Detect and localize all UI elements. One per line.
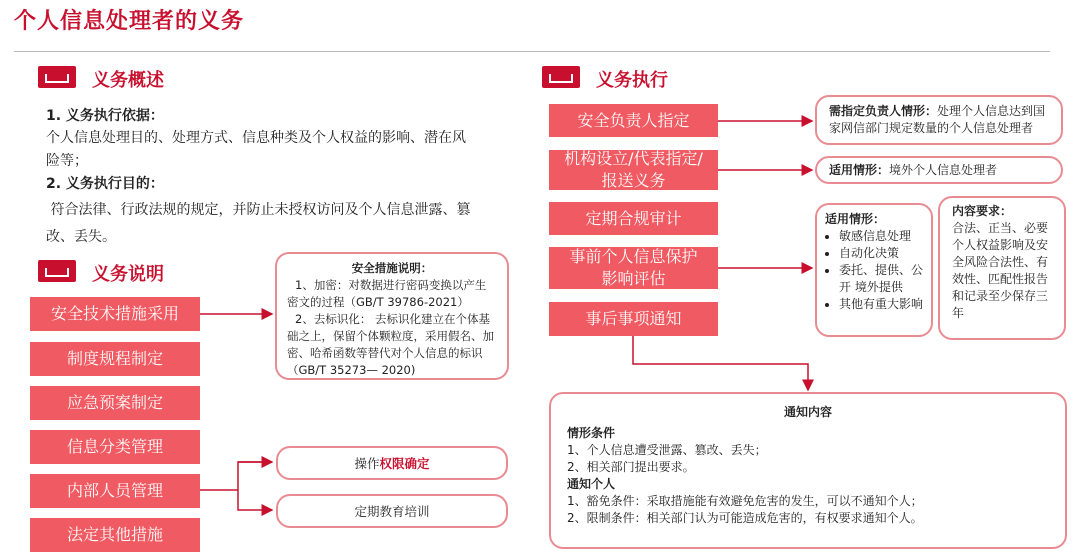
security-box-line1: 1、加密：对数据进行密码变换以产生密文的过程（GB/T 39786-2021） [287,278,487,309]
box1-label: 需指定负责人情形： [829,104,938,118]
purpose-text-1: 符合法律、行政法规的规定，并防止未授权访问及个人信息泄露、篡 [46,202,471,218]
notice-notify-1: 1、豁免条件：采取措施能有效避免危害的发生，可以不通知个人； [567,494,923,508]
measure-internal-staff: 内部人员管理 [30,474,200,508]
overseas-box [815,156,1063,184]
security-box-title: 安全措施说明： [351,261,433,275]
measure-other-legal: 法定其他措施 [30,518,200,552]
exec-security-officer: 安全负责人指定 [549,104,718,137]
basis-text-2: 险等； [46,153,88,169]
applicable-scenarios-box [815,203,933,337]
box2-text: 境外个人信息处理者 [889,163,998,177]
basis-label: 1. 义务执行依据： [46,108,164,124]
exec-impact-assessment: 事前个人信息保护影响评估 [549,247,718,289]
box1-text: 处理个人信息达到国家网信部门规定数量的个人信息处理者 [829,104,1046,135]
measure-rules: 制度规程制定 [30,342,200,376]
bracket-internal [200,462,272,510]
responsible-person-box [815,95,1063,145]
box2-label: 适用情形： [829,163,890,177]
exec-institution-setup: 机构设立/代表指定/报送义务 [549,150,718,190]
exec-post-notification: 事后事项通知 [549,302,718,336]
box3-item: • 自动化决策 [839,245,923,262]
page-title: 个人信息处理者的义务 [14,9,245,34]
security-box-line2: 2、去标识化： 去标识化建立在个体基础之上，保留个体颗粒度，采用假名、加密、哈希函数等替代对个人信息的标识（GB/T 35273— 2020) [287,312,494,377]
overview-heading: 义务概述 [92,70,164,91]
notice-cond-2: 2、相关部门提出要求。 [567,460,695,474]
purpose-label: 2. 义务执行目的： [46,176,164,192]
purpose-text-2: 改、丢失。 [46,229,116,245]
notice-cond-label: 情形条件 [567,426,616,440]
explain-icon [38,260,76,282]
notification-content-box [549,392,1067,549]
ops-highlight: 权限确定 [379,455,430,471]
measure-classification: 信息分类管理 [30,430,200,464]
box3-item: • 敏感信息处理 [839,228,923,245]
box4-label: 内容要求： [952,204,1013,218]
arrow-notice [633,336,808,390]
security-measures-box [275,252,509,380]
notice-notify-label: 通知个人 [567,477,616,491]
box4-text: 合法、正当、必要个人权益影响及安全风险合法性、有效性、匹配性报告和记录至少保存三年 [952,221,1049,320]
box3-item: • 委托、提供、公开 境外提供 [839,262,923,296]
overview-icon [38,66,76,88]
education-box: 定期教育培训 [276,494,508,528]
ops-prefix: 操作 [354,455,380,471]
execution-icon [542,66,580,88]
notice-notify-2: 2、限制条件：相关部门认为可能造成危害的，有权要求通知个人。 [567,511,923,525]
content-requirements-box [938,196,1066,340]
ops-permission-box [276,446,508,480]
execution-heading: 义务执行 [596,70,668,91]
basis-text-1: 个人信息处理目的、处理方式、信息种类及个人权益的影响、潜在风 [46,130,466,146]
notice-cond-1: 1、个人信息遭受泄露、篡改、丢失； [567,443,767,457]
measure-emergency: 应急预案制定 [30,386,200,420]
box3-item: • 其他有重大影响 [839,296,923,313]
exec-compliance-audit: 定期合规审计 [549,202,718,235]
explain-heading: 义务说明 [92,264,164,285]
notice-title: 通知内容 [783,405,832,419]
measure-tech-security: 安全技术措施采用 [30,297,200,331]
box3-label: 适用情形： [825,212,886,226]
